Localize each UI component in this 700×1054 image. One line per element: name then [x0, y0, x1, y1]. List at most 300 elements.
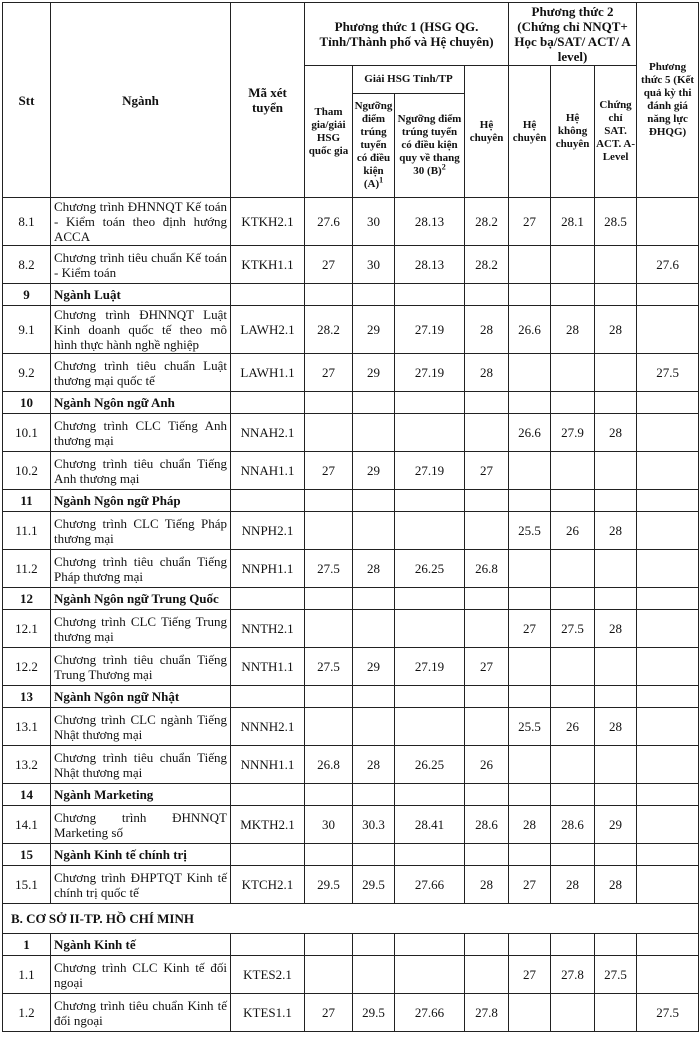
pt5-cell: [637, 306, 699, 354]
group-name-cell: Ngành Marketing: [51, 784, 231, 806]
pt5-cell: [637, 198, 699, 246]
stt-cell: 13.2: [3, 746, 51, 784]
he-khong-chuyen-cell: 28.1: [551, 198, 595, 246]
program-name-cell: Chương trình ĐHNNQT Luật Kinh doanh quốc tế theo mô hình thực hành nghề nghiệp: [51, 306, 231, 354]
program-name-cell: Chương trình ĐHNNQT Kế toán - Kiểm toán theo định hướng ACCA: [51, 198, 231, 246]
nguong-a-cell: [353, 414, 395, 452]
code-cell: KTCH2.1: [231, 866, 305, 904]
empty-cell: [231, 588, 305, 610]
pt5-cell: [637, 610, 699, 648]
nguong-a-cell: 30.3: [353, 806, 395, 844]
group-name-cell: Ngành Ngôn ngữ Trung Quốc: [51, 588, 231, 610]
nguong-b-cell: [395, 956, 465, 994]
tham-gia-cell: [305, 610, 353, 648]
nguong-a-cell: 29.5: [353, 994, 395, 1032]
empty-cell: [395, 784, 465, 806]
empty-cell: [637, 784, 699, 806]
empty-cell: [551, 686, 595, 708]
tham-gia-cell: [305, 956, 353, 994]
nguong-b-cell: 27.19: [395, 452, 465, 490]
pt2-he-chuyen-cell: 27: [509, 610, 551, 648]
code-cell: MKTH2.1: [231, 806, 305, 844]
phuong-thuc-1-header: Phương thức 1 (HSG QG. Tỉnh/Thành phố và Hệ chuyên): [305, 3, 509, 66]
stt-cell: 1.2: [3, 994, 51, 1032]
empty-cell: [305, 392, 353, 414]
program-name-cell: Chương trình CLC Tiếng Pháp thương mại: [51, 512, 231, 550]
pt5-cell: [637, 956, 699, 994]
he-khong-chuyen-cell: 27.9: [551, 414, 595, 452]
he-chuyen-cell: 28: [465, 306, 509, 354]
program-name-cell: Chương trình ĐHNNQT Marketing số: [51, 806, 231, 844]
nguong-b-cell: [395, 414, 465, 452]
empty-cell: [637, 844, 699, 866]
table-row: [3, 452, 699, 490]
empty-cell: [465, 686, 509, 708]
empty-cell: [595, 392, 637, 414]
section-title: B. CƠ SỞ II-TP. HỒ CHÍ MINH: [3, 904, 699, 934]
pt5-cell: [637, 806, 699, 844]
he-khong-chuyen-cell: 28: [551, 306, 595, 354]
empty-cell: [305, 490, 353, 512]
he-khong-chuyen-cell: [551, 994, 595, 1032]
empty-cell: [465, 844, 509, 866]
table-header: [3, 3, 699, 198]
nguong-b-cell: 28.41: [395, 806, 465, 844]
empty-cell: [395, 284, 465, 306]
table-row: [3, 414, 699, 452]
nguong-b-cell: 26.25: [395, 550, 465, 588]
nguong-b-cell: 28.13: [395, 198, 465, 246]
empty-cell: [637, 490, 699, 512]
stt-cell: 11.2: [3, 550, 51, 588]
stt-cell: 9.1: [3, 306, 51, 354]
he-khong-chuyen-cell: [551, 354, 595, 392]
he-chuyen-cell: 27.8: [465, 994, 509, 1032]
empty-cell: [305, 284, 353, 306]
he-chuyen-cell: 27: [465, 648, 509, 686]
empty-cell: [509, 392, 551, 414]
program-name-cell: Chương trình tiêu chuẩn Kế toán - Kiểm toán: [51, 246, 231, 284]
table-row: [3, 550, 699, 588]
nguong-a-cell: 30: [353, 246, 395, 284]
he-chuyen-cell: 28.2: [465, 246, 509, 284]
he-chuyen-cell: 26: [465, 746, 509, 784]
he-khong-chuyen-header: Hệ không chuyên: [551, 66, 595, 198]
nguong-b-label: Ngưỡng điểm trúng tuyển có điều kiện quy về thang 30 (B): [397, 113, 462, 177]
phuong-thuc-2-header: Phương thức 2 (Chứng chỉ NNQT+ Học bạ/SAT/ ACT/ A level): [509, 3, 637, 66]
empty-cell: [465, 588, 509, 610]
nguong-b-cell: 27.19: [395, 354, 465, 392]
nguong-b-cell: [395, 708, 465, 746]
program-name-cell: Chương trình tiêu chuẩn Tiếng Pháp thương mại: [51, 550, 231, 588]
empty-cell: [231, 784, 305, 806]
table-row: [3, 806, 699, 844]
nguong-a-label: Ngưỡng điểm trúng tuyển có điều kiện (A): [354, 100, 393, 190]
pt5-cell: [637, 746, 699, 784]
stt-cell: 13.1: [3, 708, 51, 746]
stt-cell: 15: [3, 844, 51, 866]
code-cell: NNAH1.1: [231, 452, 305, 490]
nguong-b-cell: [395, 610, 465, 648]
he-chuyen-cell: 28.2: [465, 198, 509, 246]
empty-cell: [595, 686, 637, 708]
empty-cell: [231, 686, 305, 708]
pt5-cell: [637, 414, 699, 452]
code-cell: NNTH1.1: [231, 648, 305, 686]
pt2-he-chuyen-cell: 26.6: [509, 306, 551, 354]
group-name-cell: Ngành Kinh tế chính trị: [51, 844, 231, 866]
empty-cell: [551, 784, 595, 806]
empty-cell: [353, 284, 395, 306]
chung-chi-header: Chứng chỉ SAT. ACT. A-Level: [595, 66, 637, 198]
stt-cell: 9: [3, 284, 51, 306]
stt-cell: 1.1: [3, 956, 51, 994]
he-chuyen-cell: [465, 708, 509, 746]
nguong-a-cell: 29: [353, 452, 395, 490]
pt2-he-chuyen-cell: 27: [509, 198, 551, 246]
nguong-a-header: [353, 94, 395, 198]
empty-cell: [551, 588, 595, 610]
empty-cell: [353, 934, 395, 956]
chung-chi-cell: [595, 354, 637, 392]
pt2-he-chuyen-cell: 26.6: [509, 414, 551, 452]
he-chuyen-cell: 26.8: [465, 550, 509, 588]
he-chuyen-header: Hệ chuyên: [465, 66, 509, 198]
nguong-b-footnote: 2: [441, 162, 446, 172]
program-name-cell: Chương trình CLC Tiếng Trung thương mại: [51, 610, 231, 648]
program-name-cell: Chương trình ĐHPTQT Kinh tế chính trị quốc tế: [51, 866, 231, 904]
code-cell: NNPH2.1: [231, 512, 305, 550]
he-khong-chuyen-cell: 26: [551, 708, 595, 746]
table-row: [3, 956, 699, 994]
stt-cell: 10.2: [3, 452, 51, 490]
he-khong-chuyen-cell: 26: [551, 512, 595, 550]
nguong-b-cell: 27.19: [395, 306, 465, 354]
empty-cell: [395, 490, 465, 512]
he-chuyen-cell: 28.6: [465, 806, 509, 844]
nguong-b-header: [395, 94, 465, 198]
empty-cell: [551, 844, 595, 866]
empty-cell: [465, 392, 509, 414]
table-row: [3, 994, 699, 1032]
empty-cell: [551, 490, 595, 512]
stt-cell: 8.1: [3, 198, 51, 246]
empty-cell: [595, 784, 637, 806]
empty-cell: [395, 934, 465, 956]
pt2-he-chuyen-cell: [509, 354, 551, 392]
he-chuyen-cell: [465, 956, 509, 994]
group-row: [3, 490, 699, 512]
chung-chi-cell: [595, 746, 637, 784]
chung-chi-cell: 28: [595, 414, 637, 452]
stt-cell: 14.1: [3, 806, 51, 844]
group-name-cell: Ngành Luật: [51, 284, 231, 306]
nguong-b-cell: 28.13: [395, 246, 465, 284]
nguong-a-cell: 29: [353, 306, 395, 354]
tham-gia-cell: 29.5: [305, 866, 353, 904]
code-cell: KTKH1.1: [231, 246, 305, 284]
nguong-a-cell: [353, 956, 395, 994]
nguong-a-cell: 29: [353, 648, 395, 686]
empty-cell: [551, 934, 595, 956]
empty-cell: [509, 284, 551, 306]
pt2-he-chuyen-cell: 27: [509, 866, 551, 904]
code-cell: LAWH1.1: [231, 354, 305, 392]
pt5-cell: [637, 708, 699, 746]
he-chuyen-cell: 28: [465, 866, 509, 904]
chung-chi-cell: 28: [595, 708, 637, 746]
empty-cell: [465, 784, 509, 806]
tham-gia-cell: 30: [305, 806, 353, 844]
empty-cell: [305, 844, 353, 866]
empty-cell: [595, 490, 637, 512]
phuong-thuc-5-header: Phương thức 5 (Kết quả kỳ thi đánh giá năng lực ĐHQG): [637, 3, 699, 198]
pt2-he-chuyen-cell: [509, 452, 551, 490]
pt2-he-chuyen-cell: [509, 648, 551, 686]
program-name-cell: Chương trình tiêu chuẩn Tiếng Anh thương mại: [51, 452, 231, 490]
he-khong-chuyen-cell: [551, 550, 595, 588]
empty-cell: [353, 784, 395, 806]
empty-cell: [551, 284, 595, 306]
tham-gia-header: Tham gia/giải HSG quốc gia: [305, 66, 353, 198]
stt-cell: 12: [3, 588, 51, 610]
group-name-cell: Ngành Ngôn ngữ Anh: [51, 392, 231, 414]
empty-cell: [231, 844, 305, 866]
group-name-cell: Ngành Ngôn ngữ Nhật: [51, 686, 231, 708]
nguong-a-footnote: 1: [379, 175, 384, 185]
empty-cell: [465, 490, 509, 512]
table-row: [3, 708, 699, 746]
stt-cell: 8.2: [3, 246, 51, 284]
he-khong-chuyen-cell: 27.8: [551, 956, 595, 994]
chung-chi-cell: [595, 550, 637, 588]
stt-cell: 12.2: [3, 648, 51, 686]
program-name-cell: Chương trình CLC Kinh tế đối ngoại: [51, 956, 231, 994]
empty-cell: [231, 934, 305, 956]
pt2-he-chuyen-cell: [509, 246, 551, 284]
empty-cell: [595, 934, 637, 956]
pt2-he-chuyen-cell: 25.5: [509, 708, 551, 746]
pt2-he-chuyen-cell: 28: [509, 806, 551, 844]
nguong-a-cell: 28: [353, 550, 395, 588]
table-row: [3, 512, 699, 550]
group-row: [3, 284, 699, 306]
nguong-b-cell: 27.66: [395, 994, 465, 1032]
stt-cell: 13: [3, 686, 51, 708]
table-row: [3, 246, 699, 284]
he-chuyen-cell: [465, 610, 509, 648]
tham-gia-cell: 27.5: [305, 648, 353, 686]
chung-chi-cell: 28: [595, 306, 637, 354]
group-row: [3, 588, 699, 610]
he-khong-chuyen-cell: 28.6: [551, 806, 595, 844]
empty-cell: [509, 844, 551, 866]
tham-gia-cell: [305, 512, 353, 550]
pt2-he-chuyen-cell: 25.5: [509, 512, 551, 550]
tham-gia-cell: 27: [305, 246, 353, 284]
empty-cell: [595, 588, 637, 610]
stt-cell: 15.1: [3, 866, 51, 904]
section-row: [3, 904, 699, 934]
he-khong-chuyen-cell: 27.5: [551, 610, 595, 648]
nguong-b-cell: 26.25: [395, 746, 465, 784]
he-chuyen-cell: [465, 512, 509, 550]
empty-cell: [353, 588, 395, 610]
pt2-he-chuyen-header: Hệ chuyên: [509, 66, 551, 198]
empty-cell: [595, 844, 637, 866]
empty-cell: [637, 284, 699, 306]
code-cell: NNNH2.1: [231, 708, 305, 746]
group-row: [3, 844, 699, 866]
empty-cell: [509, 934, 551, 956]
group-name-cell: Ngành Kinh tế: [51, 934, 231, 956]
pt5-cell: [637, 866, 699, 904]
chung-chi-cell: 28: [595, 512, 637, 550]
group-row: [3, 934, 699, 956]
empty-cell: [637, 392, 699, 414]
stt-header: Stt: [3, 3, 51, 198]
group-row: [3, 686, 699, 708]
empty-cell: [395, 392, 465, 414]
table-row: [3, 746, 699, 784]
stt-cell: 14: [3, 784, 51, 806]
empty-cell: [305, 934, 353, 956]
group-name-cell: Ngành Ngôn ngữ Pháp: [51, 490, 231, 512]
empty-cell: [637, 686, 699, 708]
empty-cell: [305, 588, 353, 610]
empty-cell: [637, 934, 699, 956]
code-cell: KTES2.1: [231, 956, 305, 994]
pt5-cell: [637, 648, 699, 686]
program-name-cell: Chương trình tiêu chuẩn Luật thương mại quốc tế: [51, 354, 231, 392]
nguong-a-cell: [353, 708, 395, 746]
code-cell: LAWH2.1: [231, 306, 305, 354]
pt5-cell: [637, 452, 699, 490]
chung-chi-cell: 27.5: [595, 956, 637, 994]
tham-gia-cell: [305, 414, 353, 452]
pt5-cell: [637, 512, 699, 550]
he-khong-chuyen-cell: [551, 648, 595, 686]
chung-chi-cell: [595, 246, 637, 284]
chung-chi-cell: [595, 648, 637, 686]
stt-cell: 1: [3, 934, 51, 956]
he-chuyen-cell: 28: [465, 354, 509, 392]
program-name-cell: Chương trình tiêu chuẩn Tiếng Trung Thương mại: [51, 648, 231, 686]
he-chuyen-cell: [465, 414, 509, 452]
table-row: [3, 306, 699, 354]
empty-cell: [395, 844, 465, 866]
code-cell: NNAH2.1: [231, 414, 305, 452]
nguong-a-cell: [353, 610, 395, 648]
empty-cell: [637, 588, 699, 610]
pt2-he-chuyen-cell: 27: [509, 956, 551, 994]
empty-cell: [465, 284, 509, 306]
pt2-he-chuyen-cell: [509, 550, 551, 588]
empty-cell: [509, 588, 551, 610]
tham-gia-cell: 27: [305, 354, 353, 392]
empty-cell: [395, 588, 465, 610]
empty-cell: [551, 392, 595, 414]
empty-cell: [395, 686, 465, 708]
tham-gia-cell: 27.6: [305, 198, 353, 246]
empty-cell: [595, 284, 637, 306]
nguong-b-cell: 27.19: [395, 648, 465, 686]
empty-cell: [353, 844, 395, 866]
he-khong-chuyen-cell: [551, 246, 595, 284]
empty-cell: [305, 686, 353, 708]
ma-xet-tuyen-header: Mã xét tuyển: [231, 3, 305, 198]
stt-cell: 12.1: [3, 610, 51, 648]
program-name-cell: Chương trình CLC Tiếng Anh thương mại: [51, 414, 231, 452]
stt-cell: 11: [3, 490, 51, 512]
nguong-a-cell: [353, 512, 395, 550]
empty-cell: [465, 934, 509, 956]
pt5-cell: 27.5: [637, 994, 699, 1032]
chung-chi-cell: [595, 452, 637, 490]
nguong-a-cell: 30: [353, 198, 395, 246]
program-name-cell: Chương trình tiêu chuẩn Tiếng Nhật thương mại: [51, 746, 231, 784]
empty-cell: [509, 686, 551, 708]
pt2-he-chuyen-cell: [509, 746, 551, 784]
empty-cell: [231, 490, 305, 512]
tham-gia-cell: [305, 708, 353, 746]
nguong-a-cell: 29: [353, 354, 395, 392]
empty-cell: [231, 392, 305, 414]
table-row: [3, 866, 699, 904]
pt2-he-chuyen-cell: [509, 994, 551, 1032]
admission-score-table: [2, 2, 699, 1032]
stt-cell: 10.1: [3, 414, 51, 452]
he-khong-chuyen-cell: [551, 746, 595, 784]
nguong-b-cell: [395, 512, 465, 550]
chung-chi-cell: 28: [595, 610, 637, 648]
chung-chi-cell: 28: [595, 866, 637, 904]
code-cell: NNPH1.1: [231, 550, 305, 588]
chung-chi-cell: 29: [595, 806, 637, 844]
tham-gia-cell: 27.5: [305, 550, 353, 588]
stt-cell: 10: [3, 392, 51, 414]
empty-cell: [353, 490, 395, 512]
table-body: [3, 198, 699, 1032]
group-row: [3, 784, 699, 806]
nguong-b-cell: 27.66: [395, 866, 465, 904]
tham-gia-cell: 28.2: [305, 306, 353, 354]
table-row: [3, 354, 699, 392]
nganh-header: Ngành: [51, 3, 231, 198]
stt-cell: 9.2: [3, 354, 51, 392]
program-name-cell: Chương trình CLC ngành Tiếng Nhật thương mại: [51, 708, 231, 746]
code-cell: NNNH1.1: [231, 746, 305, 784]
table-row: [3, 198, 699, 246]
he-khong-chuyen-cell: [551, 452, 595, 490]
group-row: [3, 392, 699, 414]
table-row: [3, 648, 699, 686]
chung-chi-cell: [595, 994, 637, 1032]
empty-cell: [231, 284, 305, 306]
code-cell: KTES1.1: [231, 994, 305, 1032]
empty-cell: [305, 784, 353, 806]
nguong-a-cell: 29.5: [353, 866, 395, 904]
nguong-a-cell: 28: [353, 746, 395, 784]
empty-cell: [509, 784, 551, 806]
giai-hsg-header: Giải HSG Tỉnh/TP: [353, 66, 465, 94]
table-row: [3, 610, 699, 648]
chung-chi-cell: 28.5: [595, 198, 637, 246]
empty-cell: [353, 392, 395, 414]
program-name-cell: Chương trình tiêu chuẩn Kinh tế đối ngoại: [51, 994, 231, 1032]
tham-gia-cell: 27: [305, 994, 353, 1032]
pt5-cell: 27.5: [637, 354, 699, 392]
